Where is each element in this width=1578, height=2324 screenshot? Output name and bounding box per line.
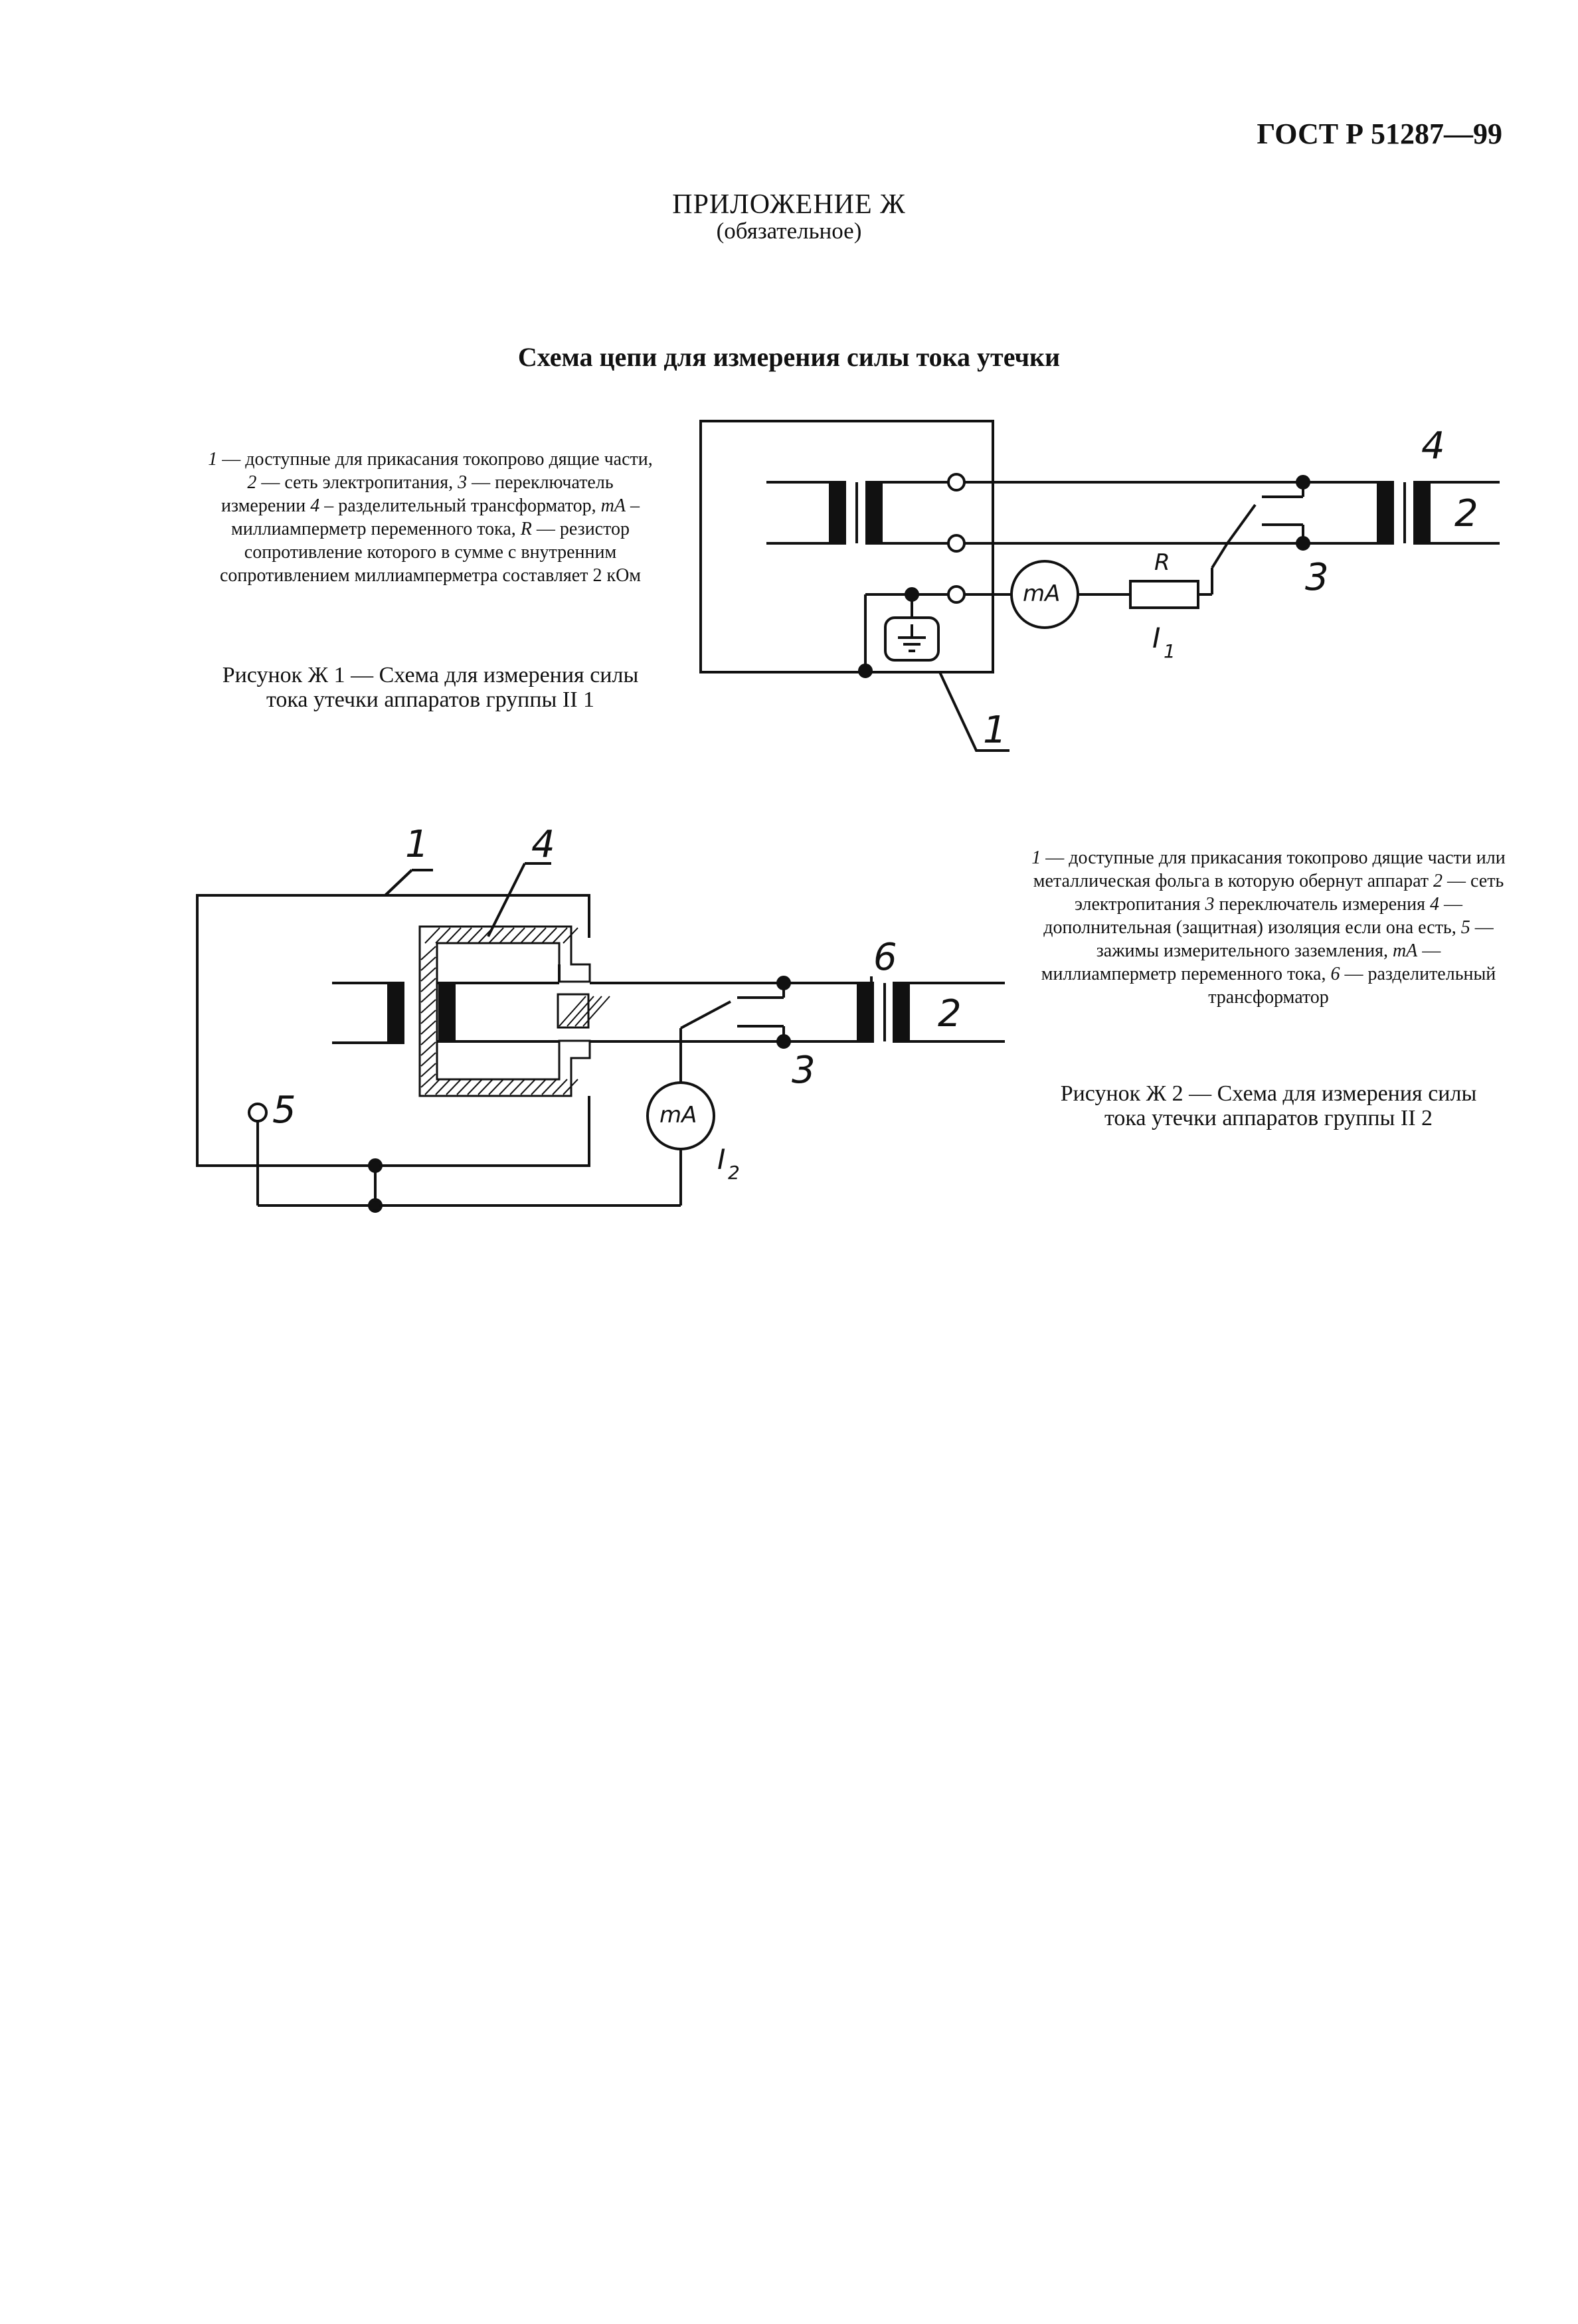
figure1-internal-transformer-core-right: [867, 482, 881, 543]
figure1-legend-text: — переключатель измерении: [221, 472, 614, 516]
figure1-internal-transformer-core-left: [830, 482, 845, 543]
figure2-switch-blade: [681, 1002, 731, 1028]
hatch-line: [421, 1021, 436, 1034]
figure1-diagram: [701, 421, 1500, 751]
figure2-caption: Рисунок Ж 2 — Схема для измерения силы тока утечки аппаратов группы II 2: [1060, 1081, 1477, 1130]
figure2-input-core: [389, 983, 403, 1043]
figure2-legend-text: — зажимы измерительного заземления,: [1096, 917, 1494, 961]
figure2-legend-key: 1: [1031, 848, 1041, 868]
figure2-junction-bus2: [369, 1200, 381, 1211]
hatch-line: [421, 1010, 436, 1024]
figure1-terminal-bottom: [948, 586, 964, 602]
figure1-separating-transformer-left: [1378, 482, 1393, 543]
hatch-line: [421, 989, 436, 1002]
figure1-legend-text: – разделительный трансформатор,: [319, 495, 601, 516]
hatch-line: [559, 996, 586, 1026]
figure1-switch-blade: [1227, 505, 1255, 543]
figure2-leader-1: [385, 870, 412, 895]
figure2-legend-key: mA: [1392, 940, 1418, 961]
figure1-caption: Рисунок Ж 1 — Схема для измерения силы тока утечки аппаратов группы II 1: [222, 663, 639, 712]
hatch-line: [421, 957, 436, 970]
figure2-legend-key: 5: [1460, 917, 1470, 938]
figure2-current-subscript: 2: [728, 1162, 740, 1184]
figure2-legend-text: — миллиамперметр переменного тока,: [1041, 940, 1441, 984]
figure1-legend-text: — сеть электропитания,: [256, 472, 458, 493]
figure2-label-3: 3: [792, 1049, 816, 1092]
figure2-diagram: [197, 863, 1005, 1211]
figure2-label-1: 1: [405, 823, 429, 866]
figure2-terminal-5: [249, 1104, 266, 1121]
appendix-title: ПРИЛОЖЕНИЕ Ж: [672, 189, 906, 220]
figure1-legend-text: – миллиамперметр переменного тока,: [231, 495, 640, 539]
figure2-meter-label: mA: [659, 1102, 697, 1128]
figure1-junction-earth: [906, 588, 918, 600]
main-title: Схема цепи для измерения силы тока утечки: [517, 342, 1061, 372]
hatch-line: [421, 1063, 436, 1077]
figure2-legend-key: 6: [1330, 964, 1340, 984]
figure1-resistor: [1130, 581, 1198, 608]
figure1-terminal-mid: [948, 535, 964, 551]
figure2-label-6: 6: [873, 936, 897, 979]
figure1-label-3: 3: [1305, 556, 1329, 599]
hatch-line: [583, 996, 610, 1026]
figure1-resistor-label: R: [1154, 549, 1170, 576]
figure1-label-2: 2: [1454, 492, 1478, 535]
figure2-label-4: 4: [531, 823, 555, 866]
figure1-meter-label: mA: [1023, 581, 1061, 607]
figure1-legend-key: 1: [208, 449, 218, 470]
figure1-legend-key: R: [520, 519, 532, 539]
figure1-legend-key: 3: [458, 472, 468, 493]
hatch-line: [421, 1031, 436, 1045]
figure2-current-label: I: [717, 1143, 726, 1176]
hatch-line: [421, 946, 436, 960]
figure2-separating-transformer-right: [894, 983, 909, 1041]
figure1-current-label: I: [1152, 622, 1161, 654]
hatch-line: [421, 1042, 436, 1055]
hatch-line: [421, 1000, 436, 1013]
figure1-label-4: 4: [1421, 424, 1445, 468]
figure2-label-5: 5: [272, 1089, 296, 1132]
figure1-junction-enclosure: [859, 665, 871, 677]
figure1-legend-text: — доступные для прикасания токопрово дящие части,: [217, 449, 653, 470]
figure1-legend-key: 4: [310, 495, 320, 516]
figure2-legend-text: — дополнительная (защитная) изоляция если она есть,: [1043, 894, 1463, 938]
figure2-legend-key: 4: [1430, 894, 1440, 915]
hatch-line: [421, 978, 436, 992]
appendix-note: (обязательное): [716, 218, 862, 244]
figure1-legend-text: — резистор сопротивление которого в сумме с внутренним сопротивлением миллиамперметра составляет 2 кОм: [219, 519, 642, 586]
document-code: ГОСТ Р 51287—99: [1257, 118, 1502, 150]
figure1-current-subscript: 1: [1164, 640, 1176, 662]
figure1-terminal-top: [948, 474, 964, 490]
figure2-legend-key: 3: [1205, 894, 1215, 915]
figure2-legend-text: переключатель измерения: [1214, 894, 1431, 915]
hatch-line: [421, 1053, 436, 1066]
figure2-separating-transformer-left: [858, 983, 873, 1041]
figure2-legend-text: — доступные для прикасания токопрово дящие части или металлическая фольга в которую обернут аппарат: [1033, 848, 1506, 891]
figure2-legend-text: — разделительный трансформатор: [1208, 964, 1496, 1008]
figure1-separating-transformer-right: [1415, 482, 1429, 543]
figure2-legend-key: 2: [1433, 871, 1443, 891]
figure2-internal-core: [440, 983, 454, 1041]
hatch-line: [421, 968, 436, 981]
figure2-label-2: 2: [938, 992, 962, 1035]
figure1-legend-key: 2: [247, 472, 257, 493]
hatch-line: [567, 996, 594, 1026]
figure2-legend-text: — сеть электропитания: [1074, 871, 1504, 915]
figure1-legend-key: mA: [600, 495, 626, 516]
figure1-label-1: 1: [983, 709, 1007, 752]
figure2-junction-bus1: [369, 1160, 381, 1172]
